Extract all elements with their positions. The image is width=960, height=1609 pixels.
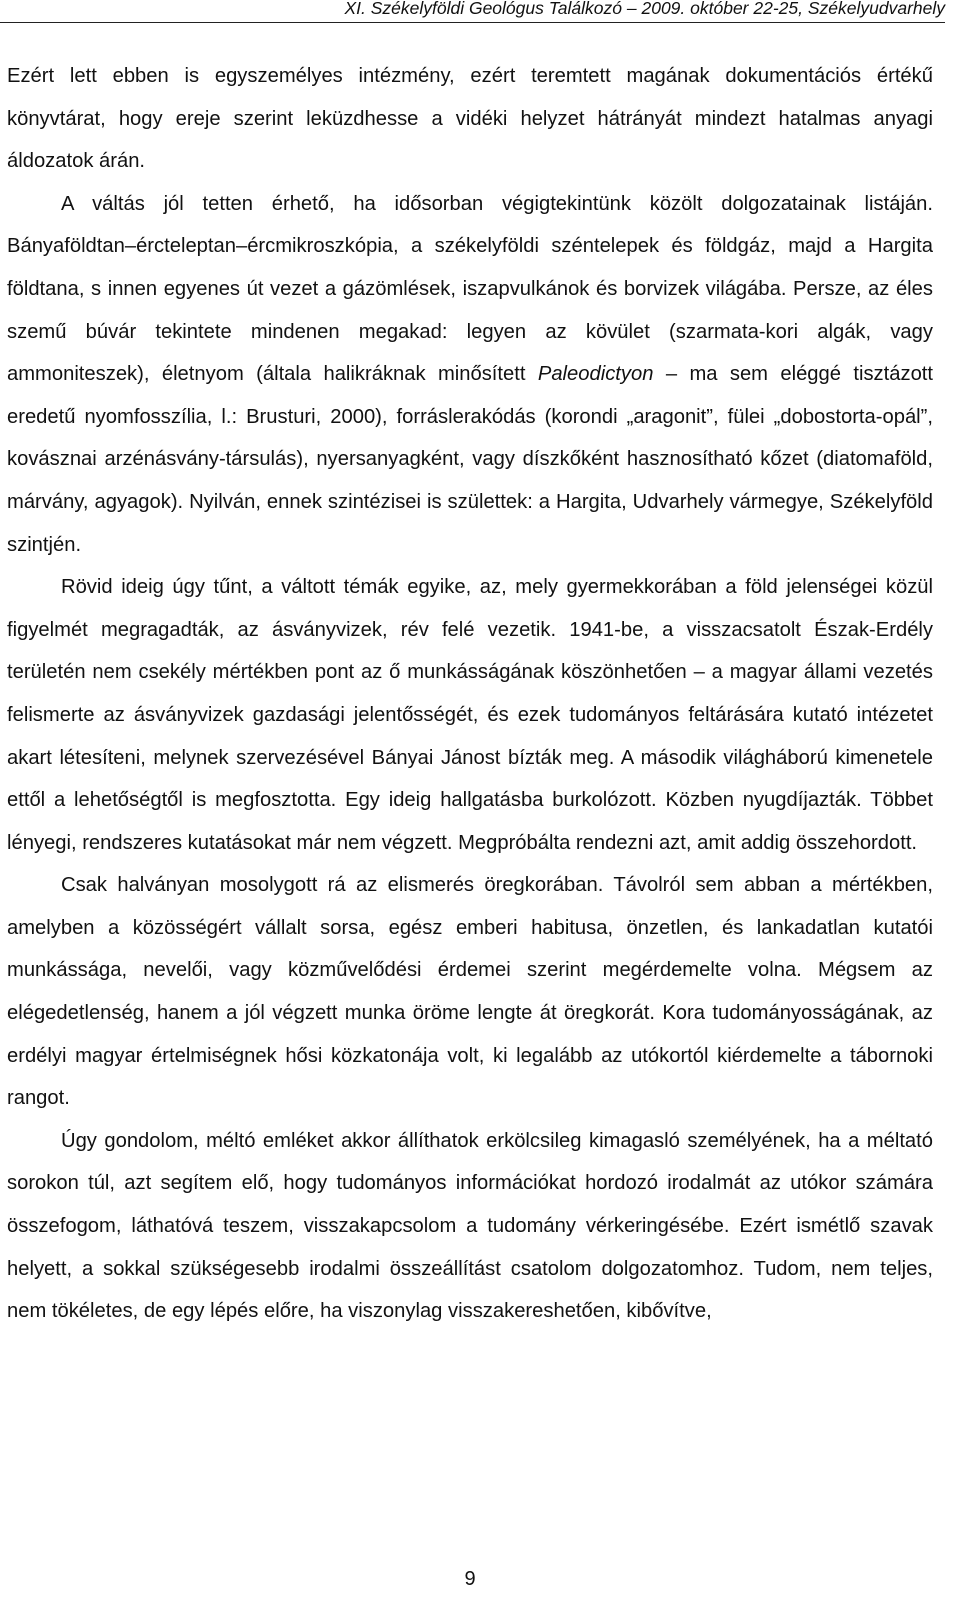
paragraph-2-text-a: A váltás jól tetten érhető, ha idősorban végigtekintünk közölt dolgozatainak listáján. Bányaföldtan–ércteleptan–ércmikroszkópia, a székelyföldi széntelepek és földgáz, majd a Hargita földtana, s innen egyenes út vezet a gázömlések, iszapvulkánok és borvizek világába. Persze, az éles szemű búvár tekintete mindenen megakad: legyen az kövület (szarmata-kori algák, vagy ammoniteszek), életnyom (általa halikráknak minősített: [7, 192, 933, 386]
page-header: [0, 0, 945, 23]
paragraph-2-italic-term: Paleodictyon: [537, 363, 654, 386]
paragraph-2: [7, 183, 933, 566]
document-body: [7, 55, 933, 1333]
paragraph-5: Úgy gondolom, méltó emléket akkor állíthatok erkölcsileg kimagasló személyének, ha a méltató sorokon túl, azt segítem elő, hogy tudományos információkat hordozó irodalmát az utókor számára összefogom, láthatóvá teszem, visszakapcsolom a tudomány vérkeringésébe. Ezért ismétlő szavak helyett, a sokkal szükségesebb irodalmi összeállítást csatolom dolgozatomhoz. Tudom, nem teljes, nem tökéletes, de egy lépés előre, ha viszonylag visszakereshetően, kibővítve,: [7, 1129, 933, 1323]
page-number: 9: [464, 1568, 476, 1590]
paragraph-1: Ezért lett ebben is egyszemélyes intézmény, ezért teremtett magának dokumentációs értékű könyvtárat, hogy ereje szerint leküzdhesse a vidéki helyzet hátrányát mindezt hatalmas anyagi áldozatok árán.: [7, 65, 933, 173]
running-header-title: XI. Székelyföldi Geológus Találkozó – 2009. október 22-25, Székelyudvarhely: [344, 0, 945, 18]
paragraph-2-text-b: – ma sem eléggé tisztázott eredetű nyomfosszília, l.: Brusturi, 2000), forráslerakódás (korondi „aragonit”, fülei „dobostorta-opál”, kovásznai arzénásvány-társulás), nyersanyagként, vagy díszkőként hasznosítható kőzet (diatomaföld, márvány, agyagok). Nyilván, ennek szintézisei is születtek: a Hargita, Udvarhely vármegye, Székelyföld szintjén.: [7, 363, 934, 556]
paragraph-4: Csak halványan mosolygott rá az elismerés öregkorában. Távolról sem abban a mértékben, amelyben a közösségért vállalt sorsa, egész emberi habitusa, önzetlen, és lankadatlan kutatói munkássága, nevelői, vagy közművelődési érdemei szerint megérdemelte volna. Mégsem az elégedetlenség, hanem a jól végzett munka öröme lengte át öregkorát. Kora tudományosságának, az erdélyi magyar értelmiségnek hősi közkatonája volt, ki legalább az utókortól kiérdemelte a tábornoki rangot.: [7, 874, 933, 1110]
paragraph-3: Rövid ideig úgy tűnt, a váltott témák egyike, az, mely gyermekkorában a föld jelenségei közül figyelmét megragadták, az ásványvizek, rév felé vezetik. 1941-be, a visszacsatolt Észak-Erdély területén nem csekély mértékben pont az ő munkásságának köszönhetően – a magyar állami vezetés felismerte az ásványvizek gazdasági jelentősségét, és ezek tudományos feltárására kutató intézetet akart létesíteni, melynek szervezésével Bányai Jánost bízták meg. A második világháború kimenetele ettől a lehetőségtől is megfosztotta. Egy ideig hallgatásba burkolózott. Közben nyugdíjazták. Többet lényegi, rendszeres kutatásokat már nem végzett. Megpróbálta rendezni azt, amit addig összehordott.: [7, 576, 933, 854]
